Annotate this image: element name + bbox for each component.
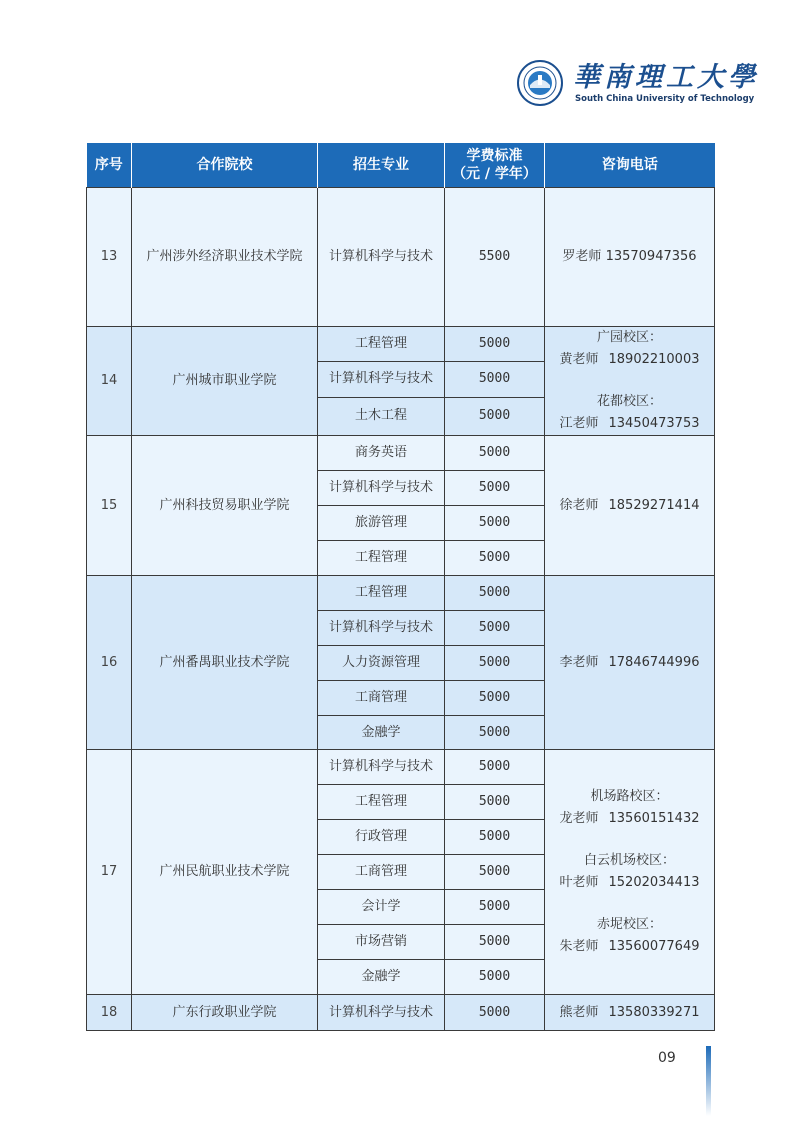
contact-campus: 花都校区： [596, 394, 662, 409]
fee-value: 5000 [445, 541, 545, 576]
contact-campus: 广园校区： [596, 330, 662, 345]
major-name: 计算机科学与技术 [318, 995, 445, 1031]
major-name: 人力资源管理 [318, 646, 445, 681]
fee-value: 5000 [445, 471, 545, 506]
row-number: 18 [87, 995, 132, 1031]
school-name: 广州涉外经济职业技术学院 [132, 188, 318, 327]
row-number: 15 [87, 436, 132, 576]
table-header-row [87, 143, 715, 188]
contact-phone: 15202034413 [608, 875, 700, 890]
major-name: 工程管理 [318, 541, 445, 576]
contact-phone: 18902210003 [608, 352, 700, 367]
cooperation-schools-table [86, 143, 715, 1031]
header-school: 合作院校 [132, 143, 318, 188]
contact-campus: 白云机场校区： [583, 853, 675, 868]
table-row [87, 995, 715, 1031]
header-fee-line2: （元 / 学年） [452, 166, 537, 182]
contact-phone: 13450473753 [608, 416, 700, 431]
contact-phone: 13570947356 [605, 249, 697, 264]
fee-value: 5000 [445, 890, 545, 925]
contact-phone: 18529271414 [608, 497, 700, 513]
fee-value: 5000 [445, 716, 545, 750]
school-name: 广州科技贸易职业学院 [132, 436, 318, 576]
major-name: 金融学 [318, 960, 445, 995]
fee-value: 5000 [445, 397, 545, 435]
contact-name: 龙老师 [559, 811, 599, 826]
major-name: 旅游管理 [318, 506, 445, 541]
major-name: 会计学 [318, 890, 445, 925]
major-name: 行政管理 [318, 820, 445, 855]
header-fee [445, 143, 545, 188]
major-name: 工商管理 [318, 855, 445, 890]
header-fee-line1: 学费标准 [466, 148, 523, 164]
fee-value: 5000 [445, 576, 545, 611]
fee-value: 5000 [445, 960, 545, 995]
contact-block [545, 391, 714, 435]
contact-campus: 赤坭校区： [596, 917, 662, 932]
major-name: 计算机科学与技术 [318, 611, 445, 646]
fee-value: 5000 [445, 361, 545, 397]
table-row [87, 188, 715, 327]
contact-cell [545, 436, 715, 576]
major-name: 计算机科学与技术 [318, 188, 445, 327]
contact-cell [545, 576, 715, 750]
fee-value: 5000 [445, 327, 545, 362]
contact-name: 江老师 [559, 416, 599, 431]
contact-campus: 机场路校区： [590, 789, 669, 804]
major-name: 计算机科学与技术 [318, 471, 445, 506]
fee-value: 5000 [445, 506, 545, 541]
fee-value: 5000 [445, 681, 545, 716]
major-name: 土木工程 [318, 397, 445, 435]
fee-value: 5500 [445, 188, 545, 327]
fee-value: 5000 [445, 750, 545, 785]
school-name: 广州城市职业学院 [132, 327, 318, 436]
major-name: 计算机科学与技术 [318, 750, 445, 785]
contact-phone: 17846744996 [608, 654, 700, 670]
major-name: 工程管理 [318, 785, 445, 820]
table-row [87, 436, 715, 471]
major-name: 工程管理 [318, 327, 445, 362]
row-number: 17 [87, 750, 132, 995]
contact-phone: 13560151432 [608, 811, 700, 826]
contact-block [545, 850, 714, 894]
table-row [87, 576, 715, 611]
fee-value: 5000 [445, 785, 545, 820]
school-name: 广州民航职业技术学院 [132, 750, 318, 995]
row-number: 13 [87, 188, 132, 327]
contact-phone: 13560077649 [608, 939, 700, 954]
table-row [87, 750, 715, 785]
table-row [87, 327, 715, 362]
major-name: 商务英语 [318, 436, 445, 471]
contact-name: 黄老师 [559, 352, 599, 367]
contact-phone: 13580339271 [608, 1004, 700, 1020]
fee-value: 5000 [445, 436, 545, 471]
fee-value: 5000 [445, 646, 545, 681]
fee-value: 5000 [445, 820, 545, 855]
contact-block [545, 786, 714, 830]
fee-value: 5000 [445, 855, 545, 890]
logo-english-name: South China University of Technology [575, 94, 755, 104]
school-name: 广东行政职业学院 [132, 995, 318, 1031]
contact-name: 徐老师 [559, 497, 599, 513]
header-major: 招生专业 [318, 143, 445, 188]
major-name: 市场营销 [318, 925, 445, 960]
header-phone: 咨询电话 [545, 143, 715, 188]
contact-block [545, 914, 714, 958]
university-seal-icon [517, 60, 563, 106]
major-name: 工商管理 [318, 681, 445, 716]
contact-cell [545, 327, 715, 436]
contact-name: 朱老师 [559, 939, 599, 954]
university-logo [517, 60, 759, 110]
page-number: 09 [658, 1050, 676, 1066]
page-accent-bar [706, 1046, 711, 1116]
contact-name: 熊老师 [559, 1004, 599, 1020]
contact-name: 叶老师 [559, 875, 599, 890]
fee-value: 5000 [445, 925, 545, 960]
fee-value: 5000 [445, 611, 545, 646]
contact-block [545, 327, 714, 371]
header-no: 序号 [87, 143, 132, 188]
row-number: 16 [87, 576, 132, 750]
logo-chinese-name: 華南理工大學 [573, 62, 759, 93]
fee-value: 5000 [445, 995, 545, 1031]
contact-name: 李老师 [559, 654, 599, 670]
school-name: 广州番禺职业技术学院 [132, 576, 318, 750]
major-name: 计算机科学与技术 [318, 361, 445, 397]
major-name: 金融学 [318, 716, 445, 750]
row-number: 14 [87, 327, 132, 436]
major-name: 工程管理 [318, 576, 445, 611]
contact-cell [545, 188, 715, 327]
contact-cell [545, 750, 715, 995]
contact-name: 罗老师 [562, 249, 602, 264]
contact-cell [545, 995, 715, 1031]
